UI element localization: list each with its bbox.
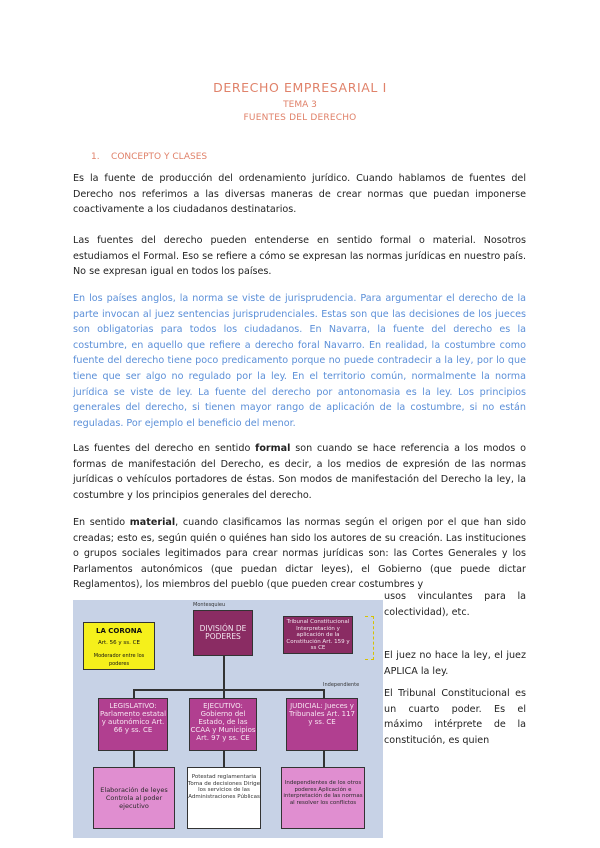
side-text-juez: El juez no hace la ley, el juez APLICA la ley. <box>384 650 526 677</box>
judicial-funciones-box: Independientes de los otros poderes Aplicación e interpretación de las normas al resolver los conflictos <box>281 767 365 829</box>
text-fragment: , cuando clasificamos las normas según el origen por el que han sido creadas; esto es, según quién o quiénes han sido los autores de su creación. Las instituciones o grupos sociales legitimados para crear normas jurídicas son: las Cortes Generales y los Parlamentos autonómicos (que puedan dictar leyes), el Gobierno (que puede dictar Reglamentos), los miembros del pueblo (que pueden crear costumbres y <box>73 517 527 591</box>
side-text-usos: usos vinculantes para la colectividad), etc. <box>384 591 526 618</box>
connector-line <box>133 750 135 768</box>
division-poderes-box: DIVISIÓN DE PODERES <box>193 610 253 656</box>
judicial-box: JUDICIAL: Jueces y Tribunales Art. 117 y ss. CE <box>286 698 358 751</box>
bold-term-formal: formal <box>255 443 291 454</box>
bold-term-material: material <box>129 517 176 528</box>
connector-line <box>223 750 225 768</box>
legislativo-funciones-box: Elaboración de leyes Controla al poder ejecutivo <box>93 767 175 829</box>
corona-moderador: Moderador entre los poderes <box>93 653 145 667</box>
corona-title: LA CORONA <box>95 627 143 635</box>
ejecutivo-box: EJECUTIVO: Gobierno del Estado, de las CCAA y Municipios Art. 97 y ss. CE <box>189 698 257 751</box>
paragraph-material-sense <box>73 515 526 593</box>
legislativo-box: LEGISLATIVO: Parlamento estatal y autonómico Art. 66 y ss. CE <box>98 698 168 751</box>
division-de-poderes-diagram <box>73 600 383 838</box>
paragraph-formal-sense <box>73 441 526 503</box>
montesquieu-label: Montesquieu <box>193 602 226 608</box>
corona-article: Art. 56 y ss. CE <box>98 640 140 646</box>
paragraph-anglo-examples: En los países anglos, la norma se viste de jurisprudencia. Para argumentar el derecho de la parte invocan al juez sentencias jurisprudenciales. Estas son que las decisiones de los jueces son obligatorias para todos los ciudadanos. En Navarra, la fuente del derecho es la costumbre, en aquello que refiere a derecho foral Navarro. En realidad, la costumbre como fuente del derecho tiene poco predicamento porque no puede contradecir a la ley, por lo que tiene que ser algo no regulado por la ley. En el territorio común, normalmente la norma jurídica se viste de ley. La fuente del derecho por antonomasia es la ley. Los principios generales del derecho, si tienen mayor rango de aplicación de la costumbre, si no están reguladas. Por ejemplo el beneficio del menor. <box>73 293 526 429</box>
text-fragment: Las fuentes del derecho en sentido <box>73 443 256 454</box>
paragraph-intro: Es la fuente de producción del ordenamiento jurídico. Cuando hablamos de fuentes del Derecho nos referimos a las diversas maneras de crear normas que puedan imponerse coactivamente a los ciudadanos destinatarios. <box>73 173 526 216</box>
tribunal-constitucional-box: Tribunal Constitucional Interpretación y aplicación de la Constitución Art. 159 y ss CE <box>283 616 353 654</box>
connector-line <box>323 750 325 768</box>
side-text-tribunal: El Tribunal Constitucional es un cuarto poder. Es el máximo intérprete de la constitución, es quien <box>384 688 526 746</box>
connector-line <box>133 689 323 691</box>
corona-box <box>83 622 155 670</box>
text-fragment: son cuando se hace referencia a los modos o formas de manifestación del Derecho, es decir, a los medios de expresión de las normas jurídicas o vehículos portadores de éstas. Son modos de manifestación del Derecho la ley, la costumbre y los principios generales del derecho. <box>73 443 526 501</box>
ejecutivo-funciones-box: Potestad reglamentaria Toma de decisiones Dirige los servicios de las Administraciones Públicas <box>187 767 261 829</box>
text-fragment: En sentido <box>73 517 130 528</box>
document-subtitle: FUENTES DEL DERECHO <box>243 113 357 123</box>
section-heading: 1. CONCEPTO Y CLASES <box>91 152 208 162</box>
tema-label: TEMA 3 <box>283 100 317 110</box>
annotation-bracket <box>365 616 374 660</box>
document-title: DERECHO EMPRESARIAL I <box>213 80 387 95</box>
connector-line <box>223 655 225 690</box>
paragraph-formal-material: Las fuentes del derecho pueden entenderse en sentido formal o material. Nosotros estudiamos el Formal. Eso se refiere a cómo se expresan las normas jurídicas en nuestro país. No se expresan igual en todos los países. <box>73 235 526 278</box>
independiente-label: Independiente <box>323 682 360 688</box>
